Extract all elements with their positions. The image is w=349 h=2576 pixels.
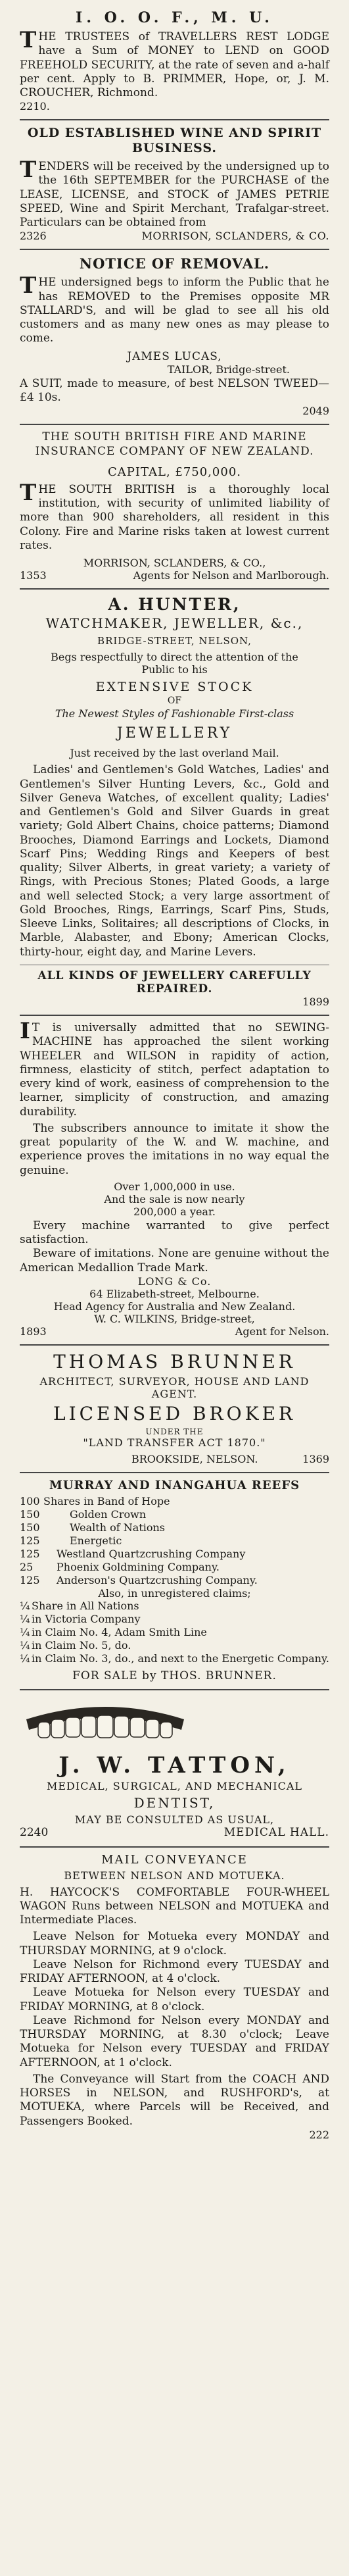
brunner-ad [20, 1351, 329, 1465]
divider [20, 1472, 329, 1473]
list-item: ¼ Share in All Nations [20, 1600, 139, 1613]
brunner-role: ARCHITECT, SURVEYOR, HOUSE AND LAND AGENT. [39, 1375, 310, 1400]
list-item: 125 Energetic [20, 1534, 122, 1548]
tatton-dentist: DENTIST, [133, 1795, 216, 1811]
hunter-intro: Begs respectfully to direct the attention of the Public to his [51, 651, 298, 676]
reefs-heading: MURRAY AND INANGAHUA REEFS [49, 1478, 300, 1493]
sewing-number-line [20, 1325, 329, 1338]
wine-ad [20, 126, 329, 242]
removal-heading: NOTICE OF REMOVAL. [79, 255, 270, 272]
mail-number: 222 [309, 2128, 329, 2141]
removal-address: TAILOR, Bridge-street. [167, 363, 290, 376]
removal-number: 2049 [302, 405, 329, 418]
reefs-ad [20, 1478, 329, 1682]
mail-line: Leave Richmond for Nelson every MONDAY and THURSDAY MORNING, at 8.30 o'clock; Leave Motueka for Nelson every TUESDAY and FRIDAY AFTERNOON, at 1 o'clock. [20, 2013, 329, 2069]
hunter-repaired: ALL KINDS OF JEWELLERY CAREFULLY REPAIRED. [37, 969, 312, 996]
sewing-address: 64 Elizabeth-street, Melbourne. [89, 1287, 260, 1300]
hunter-address: BRIDGE-STREET, NELSON, [97, 635, 252, 647]
sewing-local: W. C. WILKINS, Bridge-street, [94, 1312, 255, 1325]
dentures-illustration [20, 1700, 191, 1747]
mail-line: Leave Nelson for Richmond every TUESDAY and FRIDAY AFTERNOON, at 4 o'clock. [20, 1957, 329, 1986]
sewing-company: LONG & Co. [137, 1275, 212, 1288]
divider [20, 119, 329, 120]
mail-name: H. HAYCOCK'S COMFORTABLE FOUR-WHEEL WAGON Runs between NELSON and MOTUEKA and Intermediate Places. [20, 1885, 329, 1927]
ioof-heading: I. O. O. F., M. U. [76, 9, 273, 26]
mail-number-line [20, 2129, 329, 2141]
list-item: ¼ in Claim No. 4, Adam Smith Line [20, 1626, 207, 1639]
brunner-licensed: LICENSED BROKER [53, 1402, 296, 1425]
brunner-name: THOMAS BRUNNER [53, 1350, 296, 1373]
mail-between: BETWEEN NELSON AND MOTUEKA. [64, 1869, 285, 1882]
wine-body: TENDERS will be received by the undersigned up to the 16th SEPTEMBER for the PURCHASE of the LEASE, LICENSE, and STOCK of JAMES PETRIE SPEED, Wine and Spirit Merchant, Trafalgar-street. Particulars can be obtained from [20, 157, 329, 230]
reefs-sale: FOR SALE by THOS. BRUNNER. [72, 1669, 277, 1683]
tatton-number: 2240 [20, 1826, 49, 1840]
tatton-consult: MAY BE CONSULTED AS USUAL, [74, 1813, 275, 1827]
wine-heading: OLD ESTABLISHED WINE AND SPIRIT BUSINESS. [27, 126, 322, 156]
divider [20, 1689, 329, 1690]
divider [20, 588, 329, 590]
sewing-agency: Head Agency for Australia and New Zealand. [53, 1300, 296, 1313]
ioof-body: THE TRUSTEES of TRAVELLERS REST LODGE have a Sum of MONEY to LEND on GOOD FREEHOLD SECURITY, at the rate of seven and a-half per cent. Apply to B. PRIMMER, Hope, or, J. M. CROUCHER, Richmond. [20, 27, 329, 99]
ioof-number: 2210. [20, 100, 50, 113]
list-item: 100 Shares in Band of Hope [20, 1495, 170, 1508]
hunter-received: Just received by the last overland Mail. [70, 747, 279, 760]
brunner-address-line [20, 1453, 329, 1465]
hunter-jewellery: JEWELLERY [116, 725, 233, 742]
brunner-number: 1369 [302, 1452, 329, 1465]
sewing-local-role: Agent for Nelson. [235, 1325, 329, 1338]
brunner-under: UNDER THE [145, 1427, 204, 1436]
sewing-ad [20, 1018, 329, 1338]
reefs-claims [20, 1600, 329, 1665]
list-item: ¼ in Claim No. 5, do. [20, 1639, 131, 1652]
insurance-agents: MORRISON, SCLANDERS, & CO., [83, 557, 266, 570]
tatton-place: MEDICAL HALL. [223, 1826, 329, 1840]
hunter-of: OF [167, 695, 182, 707]
mail-footer: The Conveyance will Start from the COACH AND HORSES in NELSON, and RUSHFORD's, at MOTUEKA, where Parcels will be Received, and Passengers Booked. [20, 2072, 329, 2128]
ioof-ad [20, 9, 329, 113]
hunter-extensive: EXTENSIVE STOCK [95, 680, 254, 695]
list-item: ¼ in Claim No. 3, do., and next to the Energetic Company. [20, 1652, 329, 1665]
mail-heading: MAIL CONVEYANCE [101, 1852, 248, 1867]
divider [20, 249, 329, 250]
reefs-unregistered: Also, in unregistered claims; [98, 1587, 251, 1600]
removal-suit: A SUIT, made to measure, of best NELSON TWEED—£4 10s. [20, 376, 329, 404]
insurance-body: THE SOUTH BRITISH is a thoroughly local institution, with security of unlimited liability of more than 900 shareholders, all resident in this Colony. Fire and Marine risks taken at lowest current rates. [20, 479, 329, 552]
wine-signature-line [20, 230, 329, 242]
brunner-address: BROOKSIDE, NELSON. [131, 1452, 258, 1465]
list-item: 150 Golden Crown [20, 1508, 147, 1521]
hunter-number-line [20, 996, 329, 1008]
hunter-body: Ladies' and Gentlemen's Gold Watches, Ladies' and Gentlemen's Silver Hunting Levers, &c., Gold and Silver Geneva Watches, of excellent quality; Ladies' and Gentlemen's Gold and Silver Guards in great variety; Gold Albert Chains, choice patterns; Diamond Brooches, Diamond Earrings and Lockets, Diamond Scarf Pins; Wedding Rings and Keepers of best quality; Silver Alberts, in great variety; a variety of Rings, with Precious Stones; Plated Goods, a large and well selected Stock; a very large assortment of Gold Brooches, Rings, Earrings, Scarf Pins, Studs, Sleeve Links, Solitaires; all descriptions of Clocks, in Marble, Alabaster, and Ebony; American Clocks, thirty-hour, eight day, and Marine Levers. [20, 763, 329, 959]
removal-name: JAMES LUCAS, [127, 349, 222, 363]
sewing-sold2: And the sale is now nearly [104, 1192, 245, 1205]
list-item: 125 Anderson's Quartzcrushing Company. [20, 1574, 258, 1587]
ioof-number-line [20, 100, 329, 113]
brunner-act: "LAND TRANSFER ACT 1870." [83, 1436, 266, 1449]
hunter-trade: WATCHMAKER, JEWELLER, &c., [45, 615, 304, 632]
mail-line: Leave Nelson for Motueka every MONDAY and THURSDAY MORNING, at 9 o'clock. [20, 1930, 329, 1957]
mail-ad [20, 1853, 329, 2141]
sewing-body2: The subscribers announce to imitate it show the great popularity of the W. and W. machine, and experience proves the imitations in no way equal the genuine. [20, 1121, 329, 1177]
insurance-ad [20, 430, 329, 582]
hunter-ad [20, 595, 329, 1008]
divider [20, 1846, 329, 1848]
insurance-agents-line: Agents for Nelson and Marlborough. [133, 569, 329, 582]
sewing-guarantee: Every machine warranted to give perfect satisfaction. [20, 1219, 329, 1247]
mail-line: Leave Motueka for Nelson every TUESDAY and FRIDAY MORNING, at 8 o'clock. [20, 1986, 329, 2013]
tatton-role: MEDICAL, SURGICAL, AND MECHANICAL [46, 1780, 302, 1793]
divider [20, 424, 329, 425]
list-item: 125 Westland Quartzcrushing Company [20, 1548, 246, 1561]
hunter-styles: The Newest Styles of Fashionable First-class [55, 707, 294, 720]
list-item: 25 Phoenix Goldmining Company. [20, 1561, 220, 1574]
insurance-number: 1353 [20, 569, 47, 582]
insurance-heading: THE SOUTH BRITISH FIRE AND MARINE INSURANCE COMPANY OF NEW ZEALAND. [35, 430, 314, 458]
wine-number: 2326 [20, 230, 47, 243]
sewing-sold1: Over 1,000,000 in use. [114, 1180, 235, 1193]
tatton-place-line [20, 1826, 329, 1839]
hunter-number: 1899 [302, 995, 329, 1008]
tatton-name: J. W. TATTON, [58, 1752, 291, 1779]
wine-signer: MORRISON, SCLANDERS, & CO. [141, 230, 329, 243]
list-item: 150 Wealth of Nations [20, 1521, 165, 1534]
insurance-capital: CAPITAL, £750,000. [107, 465, 242, 479]
reefs-list [20, 1495, 329, 1587]
sewing-body1: IT is universally admitted that no SEWING-MACHINE has approached the silent working WHEELER and WILSON in rapidity of action, firmness, elasticity of stitch, perfect adaptation to every kind of work, easiness of comprehension to the learner, simplicity of construction, and amazing durability. [20, 1018, 329, 1119]
list-item: ¼ in Victoria Company [20, 1613, 141, 1626]
removal-number-line [20, 405, 329, 417]
hunter-name: A. HUNTER, [108, 595, 241, 615]
tatton-ad [20, 1696, 329, 1839]
divider [20, 1015, 329, 1016]
sewing-sold3: 200,000 a year. [133, 1205, 216, 1218]
sewing-beware: Beware of imitations. None are genuine without the American Medallion Trade Mark. [20, 1247, 329, 1275]
insurance-number-line [20, 569, 329, 582]
divider [20, 1344, 329, 1346]
removal-body: THE undersigned begs to inform the Public that he has REMOVED to the Premises opposite MR STALLARD'S, and will be glad to see all his old customers and as many new ones as may please to come. [20, 272, 329, 345]
removal-ad [20, 255, 329, 417]
sewing-number: 1893 [20, 1325, 47, 1338]
